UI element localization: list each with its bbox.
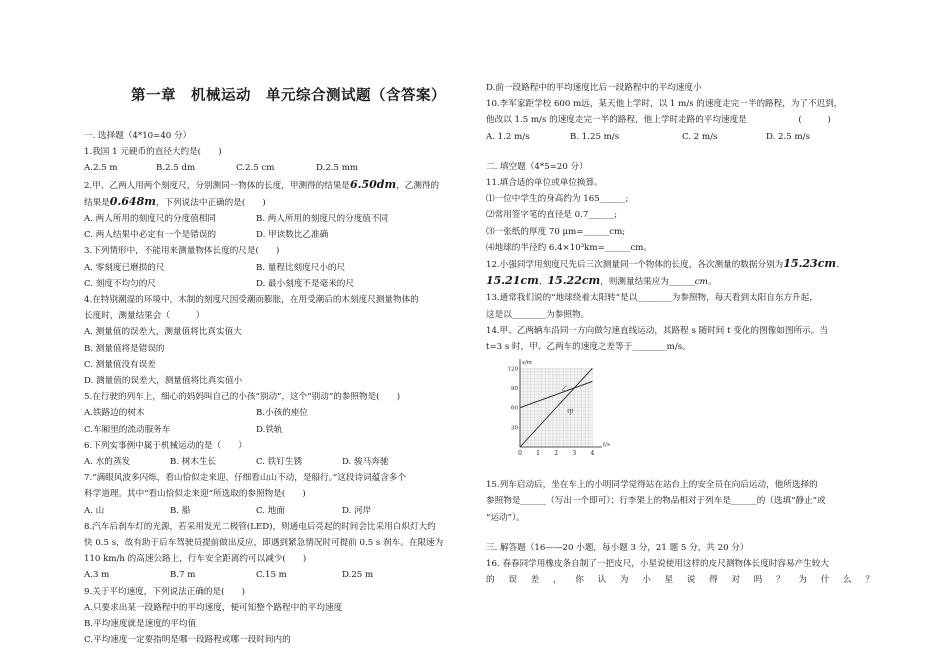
page-title: 第一章 机械运动 单元综合测试题（含答案）	[131, 88, 446, 104]
right-column	[486, 0, 884, 588]
value: 15.21cm	[486, 274, 539, 288]
st-graph	[504, 357, 614, 457]
section-answer-heading: 三. 解答题（16——20 小题，每小题 3 分，21 题 5 分，共 20 分）	[486, 542, 749, 553]
question-10-cont: 他改以 1.5 m/s 的速度走完一半的路程，他上学时走路的平均速度是 ( )	[486, 115, 831, 126]
option: A. 测量值的误差大，测量值将比真实值大	[84, 327, 242, 338]
question-9: 9.关于平均速度，下列说法正确的是( )	[84, 586, 245, 597]
question-16-char: 认	[597, 575, 607, 586]
section-choice-heading: 一. 选择题（4*10=40 分）	[84, 131, 192, 141]
st-graph-svg	[504, 357, 614, 457]
question-3-options-row	[84, 276, 472, 292]
option: C. 刻度不均匀的尺	[84, 278, 156, 289]
question-16-char: 为	[798, 575, 807, 586]
option: C.平均速度一定要指明是哪一段路程或哪一段时间内的	[84, 635, 291, 646]
question-15: 15.列车启动后，坐在车上的小明同学觉得站在站台上的安全员在向后运动，他所选择的	[486, 480, 818, 491]
section-fill-heading: 二. 填空题（4*5=20 分）	[486, 161, 588, 172]
option: D. 测量值的误差大，测量值将比真实值小	[84, 376, 243, 387]
question-11-item: ⑶一张纸的厚度 70 μm=______cm;	[486, 226, 626, 237]
series-label: 甲	[567, 408, 574, 417]
question-8-cont: 110 km/h 的高速公路上，行车安全距离约可以减少( )	[84, 554, 307, 565]
option: A.2.5 m	[84, 163, 118, 174]
question-16-char: ，	[552, 575, 562, 586]
option: B.小孩的座位	[256, 408, 309, 419]
question-5-options-row	[84, 405, 472, 421]
question-2-options-row	[84, 227, 472, 243]
option: A.只要求出某一段路程中的平均速度，便可知整个路程中的平均速度	[84, 602, 343, 613]
question-16-char: 为	[619, 575, 629, 586]
question-10-options	[486, 129, 884, 145]
question-2	[84, 177, 472, 194]
question-16-cont	[486, 572, 874, 588]
question-16-char: 说	[686, 575, 696, 586]
option: B.平均速度就是速度的平均值	[84, 619, 197, 630]
question-3: 3.下列情形中，不能用来测量物体长度的尺是( )	[84, 246, 280, 257]
question-11-item: ⑴一位中学生的身高约为 165______;	[486, 194, 629, 205]
option: D.前一段路程中的平均速度比后一段路程中的平均速度小	[486, 83, 702, 93]
question-1: 1.我国 1 元硬币的直径大约是( )	[84, 147, 222, 158]
option: C. 2 m/s	[682, 131, 718, 142]
question-2-text: ，下列说法中正确的是( )	[155, 197, 266, 208]
question-11-item: ⑷地球的半径约 6.4×10³km=______cm。	[486, 242, 653, 253]
option: C.2.5 cm	[236, 163, 275, 174]
question-13-cont: 这是以________为参照物。	[486, 309, 590, 320]
question-2-options-row	[84, 211, 472, 227]
question-7-cont: 科学道理。其中“看山恰似走来迎”所选取的参照物是( )	[84, 489, 306, 500]
question-8-cont: 快 0.5 s，故有助于后车驾驶员提前做出反应，即遇到紧急情况时可提前 0.5 s 刹车。在限速为	[84, 538, 444, 549]
question-16-char: 得	[709, 575, 718, 586]
series-label: 乙	[561, 384, 569, 393]
question-13: 13.通常我们说的“地球绕着太阳转”是以________为参照物，每天看到太阳自东方升起，	[486, 293, 818, 304]
question-4: 4.在特别潮湿的环境中，木制的刻度尺因受潮而膨胀，在用受潮后的木刻度尺测量物体的	[84, 295, 419, 306]
option: A. 山	[84, 505, 105, 516]
question-16-char: 小	[642, 575, 651, 586]
option: B. 两人所用的刻度尺的分度值不同	[256, 214, 389, 225]
question-12: 12.小强同学用刻度尺先后三次测量同一个物体的长度，各次测量的数据分别为15.23cm、	[486, 257, 845, 271]
question-2-cont	[84, 194, 472, 211]
question-14-cont: t=3 s 时，甲、乙两车的速度之差等于________m/s。	[486, 342, 691, 353]
option: D.25 m	[342, 570, 374, 581]
option: D. 甲读数比乙准确	[256, 230, 329, 241]
question-16-char: 么	[843, 575, 852, 586]
value: 15.23cm	[783, 257, 837, 271]
question-11: 11.填合适的单位或单位换算。	[486, 178, 603, 189]
option: A. 1.2 m/s	[486, 131, 530, 142]
option: B.7 m	[170, 570, 196, 581]
option: D. 河岸	[342, 505, 372, 516]
question-16-char: 你	[575, 575, 584, 586]
question-16-char: ？	[865, 575, 874, 586]
y-tick-label: 30	[511, 425, 518, 432]
option: D.铁轨	[256, 424, 283, 435]
value: 6.50dm	[350, 177, 397, 191]
option: A. 零刻度已磨损的尺	[84, 262, 165, 273]
unit: cm	[694, 277, 708, 288]
option: D. 最小刻度不是毫米的尺	[256, 278, 354, 289]
y-tick-label: 60	[511, 405, 518, 412]
option: D.2.5 mm	[316, 163, 359, 174]
question-6-options	[84, 454, 472, 470]
question-15-cont: 参照物是______（写出一个即可）；行李架上的物品相对于列车是______的（选填“静止”或	[486, 496, 826, 507]
question-16-char: 误	[508, 575, 517, 586]
y-tick-label: 120	[507, 366, 518, 373]
question-7-options	[84, 503, 472, 519]
question-2-text: ，乙测得的	[396, 180, 440, 191]
option: C.车厢里的流动服务车	[84, 424, 171, 435]
question-2-text: 2.甲、乙两人用两个刻度尺，分别测同一物体的长度，甲测得的结果是	[84, 180, 351, 191]
question-16: 16. 春春同学用橡皮条自制了一把皮尺，小星说使用这样的皮尺测物体长度时容易产生较大	[486, 559, 829, 570]
x-tick-label: 1	[536, 450, 541, 458]
option: C. 地面	[256, 505, 285, 516]
value: 0.648m	[109, 194, 156, 208]
question-3-options-row	[84, 260, 472, 276]
question-12-cont: 15.21cm、15.22cm，则测量结果应为______cm。	[486, 274, 717, 288]
option: C.15 m	[256, 570, 287, 581]
question-16-char: ？	[776, 575, 785, 586]
question-16-char: 什	[820, 575, 830, 586]
question-10: 10.李军家距学校 600 m远，某天他上学时，以 1 m/s 的速度走完一半的路程，为了不迟到，	[486, 99, 843, 110]
value: 15.22cm	[547, 274, 601, 288]
x-axis-label: t/s	[603, 442, 610, 449]
question-14: 14.甲、乙两辆车沿同一方向做匀速直线运动，其路程 s 随时间 t 变化的图像如图所示。当	[486, 325, 828, 336]
question-5-options-row	[84, 422, 472, 438]
question-11-item: ⑵常用签字笔的直径是 0.7______;	[486, 210, 618, 221]
option: A. 水的蒸发	[84, 457, 131, 468]
option: C. 铁钉生锈	[256, 457, 303, 468]
question-6: 6.下列实事例中属于机械运动的是（ ）	[84, 440, 247, 451]
y-tick-label: 90	[511, 386, 518, 393]
option: A. 两人所用的刻度尺的分度值相同	[84, 214, 216, 225]
question-4-cont: 长度时，测量结果会（ ）	[84, 311, 205, 322]
question-16-char: 差	[530, 575, 540, 586]
question-16-char: 吗	[753, 575, 763, 586]
option: C. 两人结果中必定有一个是错误的	[84, 230, 217, 241]
question-7: 7.“满眼风波多闪烁，看山恰似走来迎，仔细看山山不动，是船行。”这段诗词蕴含多个	[84, 473, 407, 484]
question-15-cont: “运动”）。	[486, 512, 525, 523]
question-5: 5.在行驶的列车上，细心的妈妈叫自己的小孩“别动”，这个“别动”的参照物是( )	[84, 392, 401, 403]
option: B. 测量值将是错误的	[84, 343, 165, 354]
option: B. 1.25 m/s	[570, 131, 620, 142]
option: B. 树木生长	[170, 457, 217, 468]
x-tick-label: 3	[572, 450, 577, 458]
question-1-options	[84, 160, 472, 176]
option: D. 2.5 m/s	[766, 131, 810, 142]
option: B. 量程比刻度尺小的尺	[256, 262, 346, 273]
option: A.铁路边的树木	[84, 408, 145, 419]
question-12-text: 12.小强同学用刻度尺先后三次测量同一个物体的长度，各次测量的数据分别为	[486, 260, 784, 271]
left-column	[84, 0, 472, 649]
question-12-text: ，则测量结果应为______	[600, 277, 695, 288]
x-tick-label: 4	[590, 450, 595, 458]
option: D. 骏马奔驰	[342, 457, 389, 468]
option: B. 船	[170, 505, 191, 516]
option: C. 测量值没有误差	[84, 359, 156, 370]
option: A.3 m	[84, 570, 110, 581]
option: B.2.5 dm	[156, 163, 196, 174]
x-tick-label: 0	[518, 450, 522, 458]
x-tick-label: 2	[554, 450, 559, 458]
y-axis-label: s/m	[522, 360, 532, 367]
question-16-char: 星	[664, 575, 674, 586]
question-16-char: 的	[486, 575, 495, 586]
question-8-options	[84, 567, 472, 583]
question-16-char: 对	[731, 575, 741, 586]
question-8: 8.汽车后刹车灯的光源，若采用发光二极管(LED)，则通电后亮起的时间会比采用白炽灯大约	[84, 521, 436, 532]
question-2-text: 结果是	[84, 197, 110, 208]
